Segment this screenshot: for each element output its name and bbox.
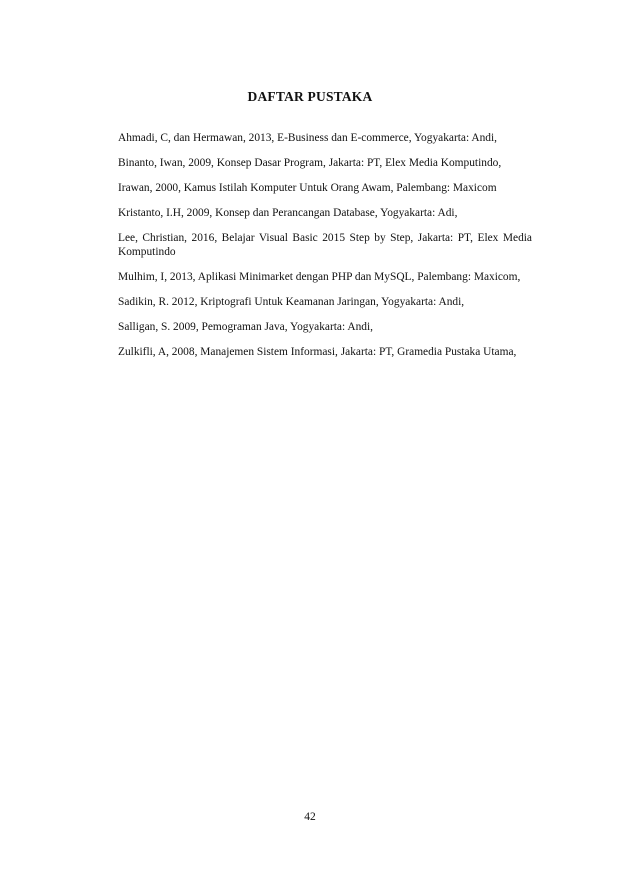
reference-item: Ahmadi, C, dan Hermawan, 2013, E-Business dan E-commerce, Yogyakarta: Andi, [118, 132, 497, 144]
reference-item: Salligan, S. 2009, Pemograman Java, Yogyakarta: Andi, [118, 320, 373, 333]
reference-item: Kristanto, I.H, 2009, Konsep dan Perancangan Database, Yogyakarta: Adi, [118, 206, 458, 219]
page-title: DAFTAR PUSTAKA [247, 89, 373, 104]
reference-item: Mulhim, I, 2013, Aplikasi Minimarket dengan PHP dan MySQL, Palembang: Maxicom, [118, 270, 521, 283]
reference-item: Sadikin, R. 2012, Kriptografi Untuk Keamanan Jaringan, Yogyakarta: Andi, [118, 295, 465, 308]
reference-item: Lee, Christian, 2016, Belajar Visual Basic 2015 Step by Step, Jakarta: PT, Elex Media Komputindo [118, 231, 532, 259]
reference-item: Irawan, 2000, Kamus Istilah Komputer Untuk Orang Awam, Palembang: Maxicom [118, 181, 497, 194]
reference-item: Binanto, Iwan, 2009, Konsep Dasar Program, Jakarta: PT, Elex Media Komputindo, [118, 156, 502, 169]
reference-item: Zulkifli, A, 2008, Manajemen Sistem Informasi, Jakarta: PT, Gramedia Pustaka Utama, [118, 345, 517, 358]
page-number: 42 [304, 811, 316, 823]
reference-list [118, 131, 532, 370]
